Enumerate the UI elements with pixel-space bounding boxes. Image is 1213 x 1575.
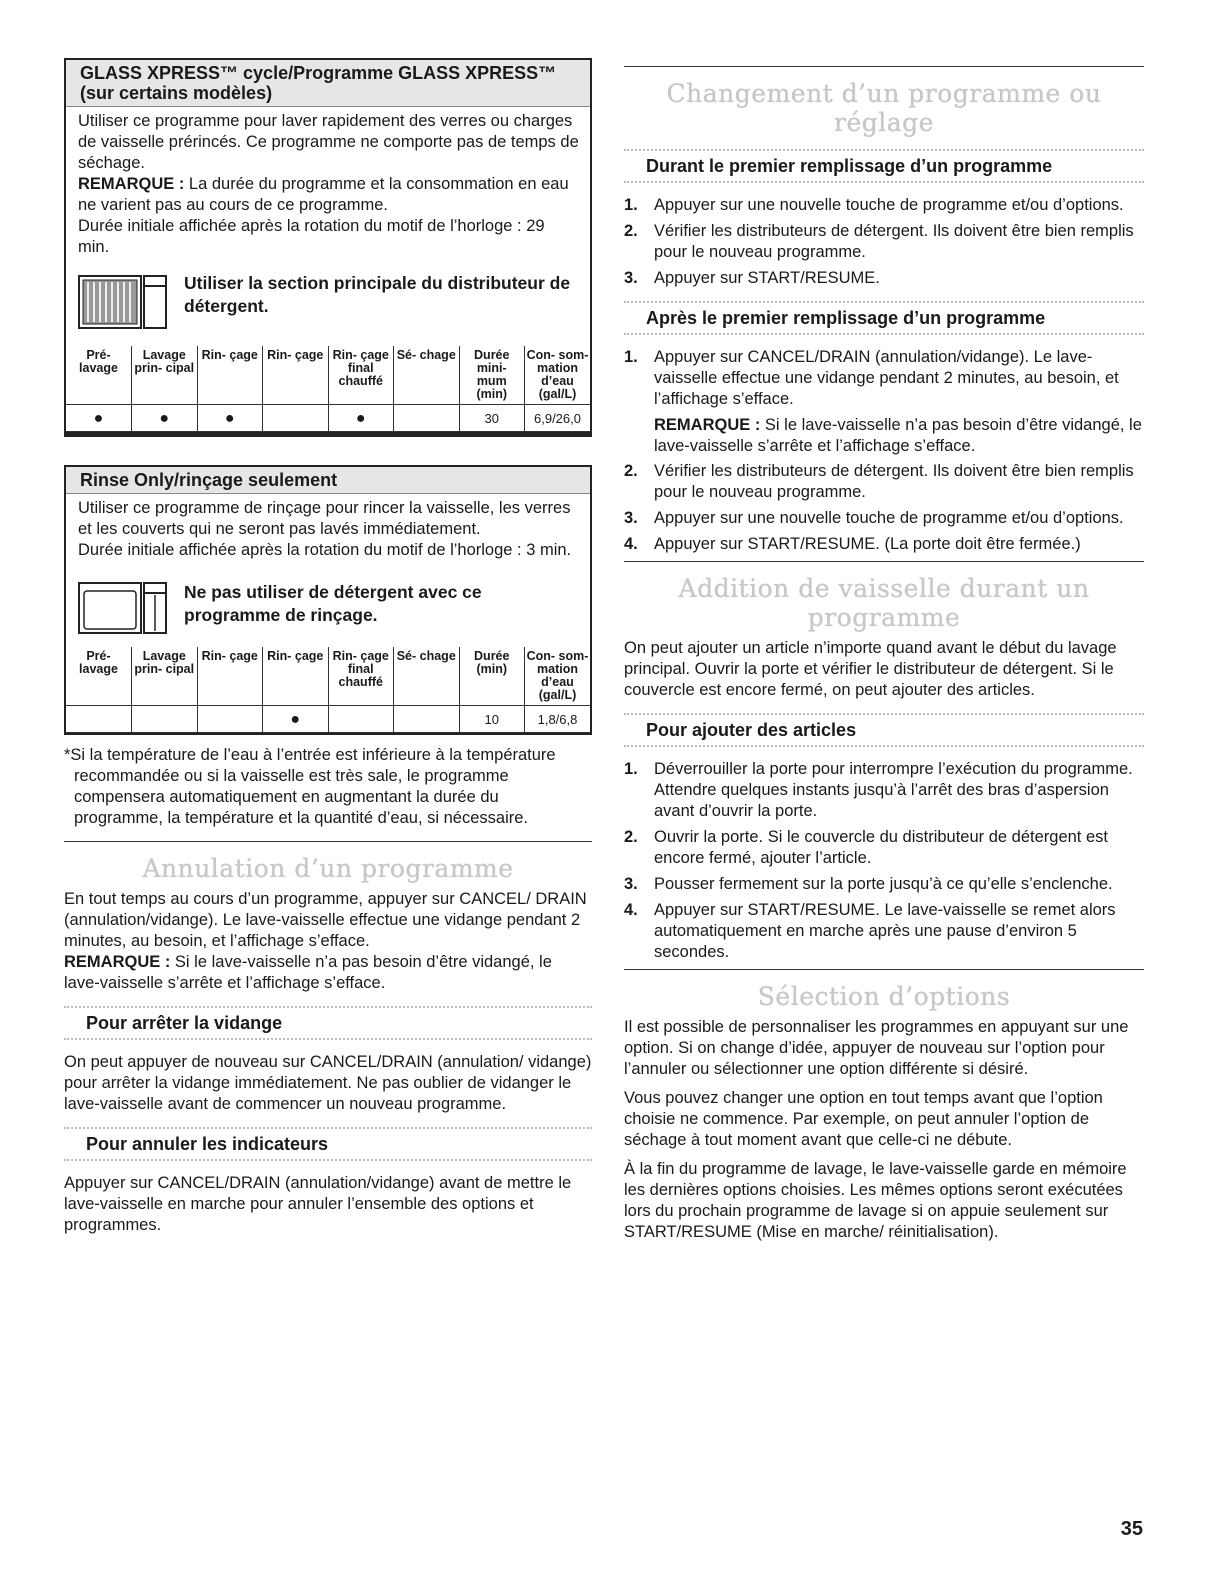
table-header-cell: Con- som- mation d’eau (gal/L)	[525, 346, 591, 405]
table-header-cell: Pré- lavage	[66, 647, 132, 706]
table-cell: ●	[132, 405, 198, 432]
glass-xpress-remark	[78, 174, 580, 216]
table-cell	[197, 706, 263, 733]
table-header-cell: Durée mini- mum (min)	[459, 346, 525, 405]
glass-xpress-box	[64, 58, 592, 437]
no-detergent-text: Ne pas utiliser de détergent avec ce programme de rinçage.	[184, 582, 482, 625]
table-cell: ●	[197, 405, 263, 432]
glass-xpress-duration: Durée initiale affichée après la rotation du motif de l’horloge : 29 min.	[78, 217, 545, 256]
add-items-steps	[624, 759, 1144, 963]
footnote: *Si la température de l’eau à l’entrée est inférieure à la température recommandée ou si la vaisselle est très sale, le programme compensera automatiquement en augmentant la durée du programme, la température et la quantité d’eau, si nécessaire.	[64, 746, 556, 827]
table-header-cell: Rin- çage	[263, 647, 329, 706]
list-item	[624, 827, 1144, 869]
step-number: 3.	[624, 509, 638, 527]
list-item	[624, 900, 1144, 963]
table-header-cell: Rin- çage final chauffé	[328, 647, 394, 706]
cancel-description: En tout temps au cours d’un programme, appuyer sur CANCEL/ DRAIN (annulation/vidange). Le lave-vaisselle effectue une vidange pendant 2 minutes, au besoin, et l’affichage s’efface.	[64, 890, 587, 950]
step-number: 2.	[624, 222, 638, 240]
glass-xpress-cycle-table	[66, 346, 590, 432]
step-number: 2.	[624, 828, 638, 846]
stop-drain-text: On peut appuyer de nouveau sur CANCEL/DRAIN (annulation/ vidange) pour arrêter la vidange immédiatement. Ne pas oublier de vidanger le lave-vaisselle avant de commencer un nouveau programme.	[64, 1053, 592, 1113]
during-fill-steps	[624, 195, 1144, 289]
cancel-indicators-text: Appuyer sur CANCEL/DRAIN (annulation/vidange) avant de mettre le lave-vaisselle en marche pour annuler l’ensemble des options et programmes.	[64, 1174, 572, 1234]
after-fill-steps	[624, 347, 1144, 410]
options-paragraph-2: Vous pouvez changer une option en tout temps avant que l’option choisie ne commence. Par exemple, on peut annuler l’option de séchage à tout moment avant que celle-ci ne débute.	[624, 1089, 1103, 1149]
section-title-annulation: Annulation d’un programme	[142, 854, 514, 883]
table-header-cell: Rin- çage	[197, 647, 263, 706]
step-number: 3.	[624, 875, 638, 893]
table-header-cell: Durée (min)	[459, 647, 525, 706]
step-text: Ouvrir la porte. Si le couvercle du distributeur de détergent est encore fermé, ajouter l’article.	[654, 828, 1108, 867]
table-cell: ●	[263, 706, 329, 733]
step-number: 4.	[624, 535, 638, 553]
table-header-cell: Rin- çage	[263, 346, 329, 405]
divider	[64, 841, 592, 842]
step-text: Vérifier les distributeurs de détergent. Ils doivent être bien remplis pour le nouveau programme.	[654, 222, 1134, 261]
step-text: Appuyer sur START/RESUME. Le lave-vaisselle se remet alors automatiquement en marche après une pause d’environ 5 secondes.	[654, 901, 1116, 961]
subheading-during-fill: Durant le premier remplissage d’un programme	[624, 149, 1144, 183]
list-item	[624, 461, 1144, 503]
step-text: Appuyer sur CANCEL/DRAIN (annulation/vidange). Le lave-vaisselle effectue une vidange pendant 2 minutes, au besoin, et l’affichage s’efface.	[654, 348, 1119, 408]
table-cell	[263, 405, 329, 432]
step-text: Appuyer sur START/RESUME. (La porte doit être fermée.)	[654, 535, 1081, 553]
list-item	[624, 195, 1144, 216]
rinse-only-title: Rinse Only/rinçage seulement	[66, 467, 590, 494]
table-header-cell: Con- som- mation d’eau (gal/L)	[525, 647, 591, 706]
step-text: Pousser fermement sur la porte jusqu’à ce qu’elle s’enclenche.	[654, 875, 1113, 893]
rinse-only-cycle-table	[66, 647, 590, 733]
table-cell: ●	[328, 405, 394, 432]
table-header-row	[66, 346, 590, 405]
step-text: Vérifier les distributeurs de détergent. Ils doivent être bien remplis pour le nouveau programme.	[654, 462, 1134, 501]
table-cell: ●	[66, 405, 132, 432]
table-cell	[394, 405, 460, 432]
list-item	[624, 508, 1144, 529]
list-item	[624, 534, 1144, 555]
after-fill-remark	[624, 415, 1144, 457]
subheading-cancel-indicators: Pour annuler les indicateurs	[64, 1127, 592, 1161]
glass-xpress-description: Utiliser ce programme pour laver rapidement des verres ou charges de vaisselle prérincés. Ce programme ne comporte pas de temps de séchage.	[78, 112, 579, 172]
remark-text: Si le lave-vaisselle n’a pas besoin d’être vidangé, le lave-vaisselle s’arrête et l’affichage s’efface.	[64, 953, 552, 992]
detergent-dispenser-full-icon	[78, 272, 170, 334]
list-item	[624, 221, 1144, 263]
list-item	[624, 347, 1144, 410]
rinse-only-box	[64, 465, 592, 735]
table-header-cell: Sé- chage	[394, 647, 460, 706]
step-number: 4.	[624, 901, 638, 919]
table-row	[66, 706, 590, 733]
detergent-dispenser-empty-icon	[78, 581, 170, 635]
no-detergent-instruction	[78, 581, 580, 635]
step-number: 2.	[624, 462, 638, 480]
after-fill-steps-continued	[624, 461, 1144, 555]
subheading-add-items: Pour ajouter des articles	[624, 713, 1144, 747]
table-header-cell: Lavage prin- cipal	[132, 346, 198, 405]
rinse-only-duration: Durée initiale affichée après la rotation du motif de l’horloge : 3 min.	[78, 541, 572, 559]
remark-label: REMARQUE :	[64, 953, 171, 971]
step-text: Appuyer sur une nouvelle touche de programme et/ou d’options.	[654, 509, 1124, 527]
subheading-after-fill: Après le premier remplissage d’un programme	[624, 301, 1144, 335]
left-column	[64, 58, 592, 1236]
table-header-cell: Sé- chage	[394, 346, 460, 405]
table-cell	[66, 706, 132, 733]
step-number: 1.	[624, 196, 638, 214]
table-cell: 1,8/6,8	[525, 706, 591, 733]
right-column	[624, 58, 1144, 1243]
table-cell: 6,9/26,0	[525, 405, 591, 432]
page-number: 35	[1120, 1518, 1143, 1540]
divider	[624, 969, 1144, 970]
options-paragraph-1: Il est possible de personnaliser les programmes en appuyant sur une option. Si on change d’idée, appuyer de nouveau sur l’option pour l’annuler ou sélectionner une option différente si désiré.	[624, 1018, 1129, 1078]
list-item	[624, 759, 1144, 822]
divider	[624, 66, 1144, 67]
section-title-options: Sélection d’options	[757, 982, 1011, 1011]
table-header-cell: Pré- lavage	[66, 346, 132, 405]
remark-label: REMARQUE :	[78, 175, 185, 193]
subheading-stop-drain: Pour arrêter la vidange	[64, 1006, 592, 1040]
detergent-instruction	[78, 272, 580, 334]
table-cell	[328, 706, 394, 733]
table-cell: 30	[459, 405, 525, 432]
options-paragraph-3: À la fin du programme de lavage, le lave-vaisselle garde en mémoire les dernières options choisies. Les mêmes options seront exécutées lors du prochain programme de lavage si on appuie seulement sur START/RESUME (Mise en marche/ réinitialisation).	[624, 1160, 1127, 1241]
table-cell	[132, 706, 198, 733]
add-description: On peut ajouter un article n’importe quand avant le début du lavage principal. Ouvrir la porte et vérifier le distributeur de détergent. Si le couvercle est encore fermé, on peut ajouter des articles.	[624, 639, 1117, 699]
glass-xpress-title: GLASS XPRESS™ cycle/Programme GLASS XPRESS™ (sur certains modèles)	[66, 60, 590, 107]
list-item	[624, 268, 1144, 289]
step-text: Déverrouiller la porte pour interrompre l’exécution du programme. Attendre quelques instants jusqu’à l’arrêt des bras d’aspersion avant d’ouvrir la porte.	[654, 760, 1133, 820]
table-header-row	[66, 647, 590, 706]
list-item	[624, 874, 1144, 895]
cancel-remark	[64, 952, 592, 994]
remark-text: Si le lave-vaisselle n’a pas besoin d’être vidangé, le lave-vaisselle s’arrête et l’affichage s’efface.	[654, 416, 1142, 455]
table-header-cell: Lavage prin- cipal	[132, 647, 198, 706]
step-text: Appuyer sur une nouvelle touche de programme et/ou d’options.	[654, 196, 1124, 214]
step-text: Appuyer sur START/RESUME.	[654, 269, 880, 287]
remark-text: La durée du programme et la consommation en eau ne varient pas au cours de ce programme.	[78, 175, 569, 214]
step-number: 1.	[624, 760, 638, 778]
remark-label: REMARQUE :	[654, 416, 761, 434]
step-number: 3.	[624, 269, 638, 287]
rinse-only-description: Utiliser ce programme de rinçage pour rincer la vaisselle, les verres et les couverts qui ne seront pas lavés immédiatement.	[78, 499, 571, 538]
table-cell: 10	[459, 706, 525, 733]
detergent-instruction-text: Utiliser la section principale du distributeur de détergent.	[184, 273, 571, 316]
table-row	[66, 405, 590, 432]
section-title-addition: Addition de vaisselle durant un programme	[678, 574, 1090, 632]
table-cell	[394, 706, 460, 733]
divider	[624, 561, 1144, 562]
section-title-changement: Changement d’un programme ou réglage	[666, 79, 1102, 137]
table-header-cell: Rin- çage	[197, 346, 263, 405]
table-header-cell: Rin- çage final chauffé	[328, 346, 394, 405]
step-number: 1.	[624, 348, 638, 366]
